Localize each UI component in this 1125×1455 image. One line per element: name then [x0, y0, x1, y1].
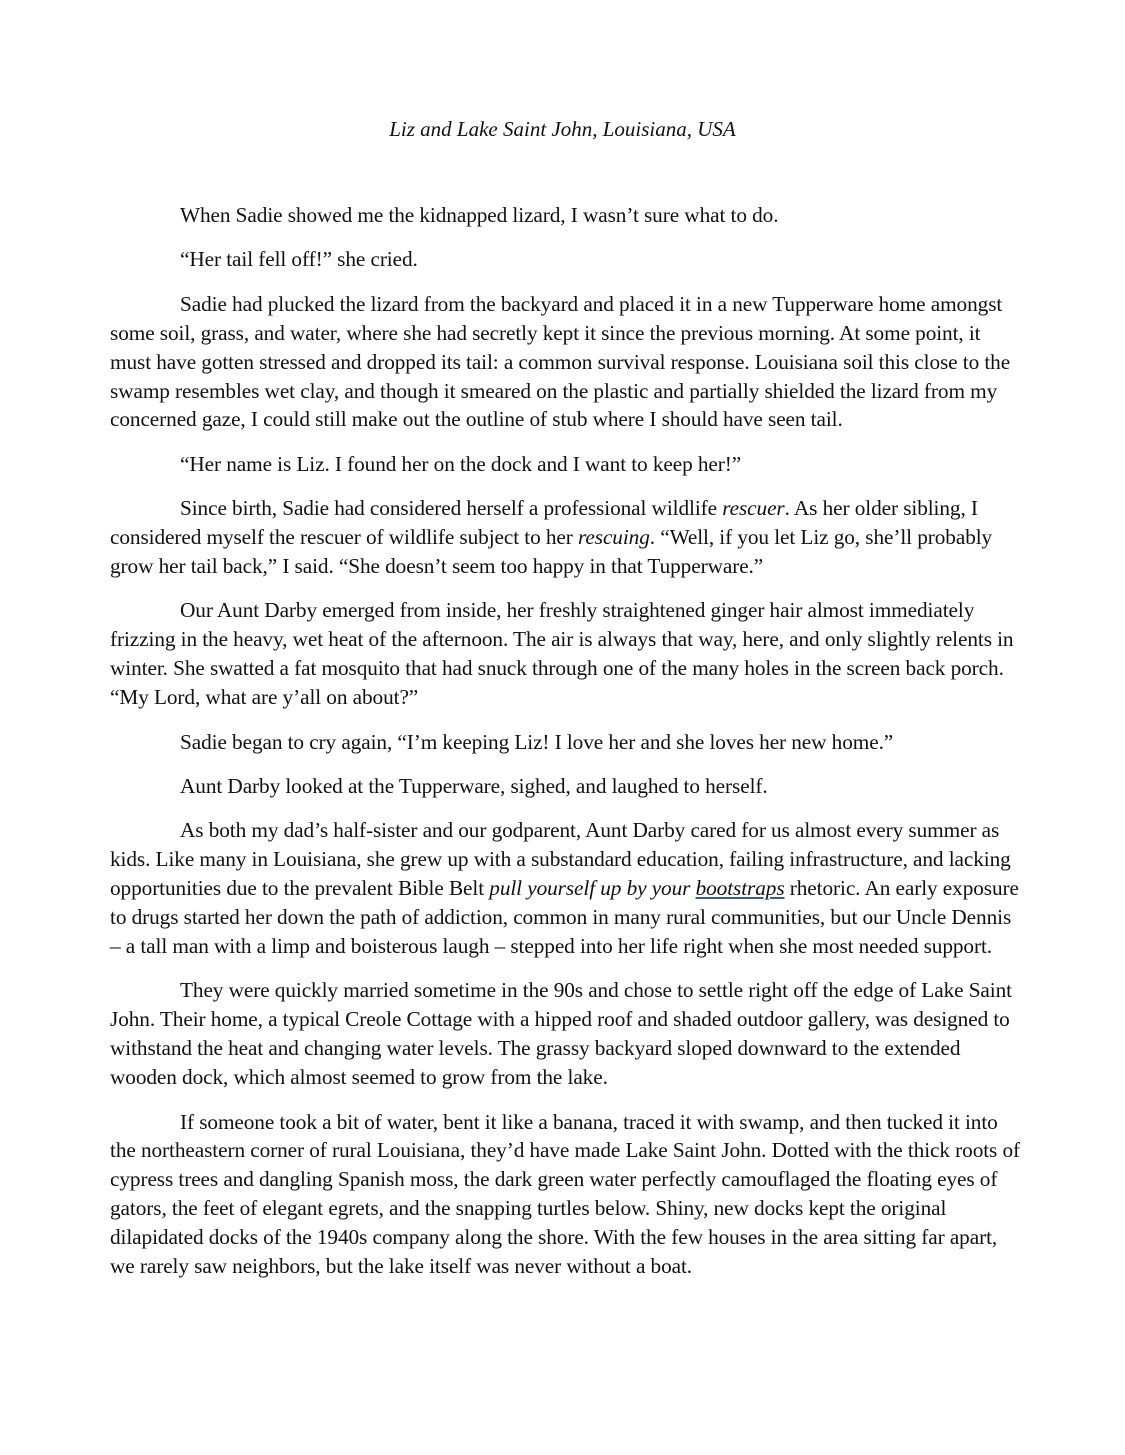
- paragraph-5-part-a: Since birth, Sadie had considered herself a professional wildlife: [180, 496, 723, 521]
- paragraph-11: If someone took a bit of water, bent it like a banana, traced it with swamp, and then tucked it into the northeastern corner of rural Louisiana, they’d have made Lake Saint John. Dotted with the thick roots of cypress trees and dangling Spanish moss, the dark green water perfectly camouflaged the floating eyes of gators, the feet of elegant egrets, and the snapping turtles below. Shiny, new docks kept the original dilapidated docks of the 1940s company along the shore. With the few houses in the area sitting far apart, we rarely saw neighbors, but the lake itself was never without a boat.: [110, 1109, 1021, 1279]
- paragraph-9: [110, 816, 1020, 961]
- emphasis-bootstraps-phrase: [489, 876, 784, 900]
- paragraph-5: [110, 494, 1020, 581]
- emphasis-rescuing: rescuing: [578, 525, 650, 550]
- document-title: Liz and Lake Saint John, Louisiana, USA: [389, 117, 736, 141]
- emphasis-rescuer: rescuer: [722, 496, 785, 521]
- emphasis-phrase-start: pull yourself up by your: [489, 876, 696, 901]
- paragraph-2: “Her tail fell off!” she cried.: [180, 247, 418, 272]
- paragraph-7: Sadie began to cry again, “I’m keeping Liz! I love her and she loves her new home.”: [180, 729, 894, 754]
- paragraph-8: Aunt Darby looked at the Tupperware, sighed, and laughed to herself.: [180, 774, 768, 798]
- paragraph-10: They were quickly married sometime in the 90s and chose to settle right off the edge of Lake Saint John. Their home, a typical Creole Cottage with a hipped roof and shaded outdoor gallery, was designed to withstand the heat and changing water levels. The grassy backyard sloped downward to the extended wooden dock, which almost seemed to grow from the lake.: [110, 978, 1012, 1090]
- paragraph-9-part-a: As both my dad’s half-sister and our godparent, Aunt Darby cared for us almost every summer as kids. Like many in Louisiana, she grew up with a substandard education, failing infrastructure, and lacking opportunities due to the prevalent Bible Belt: [110, 818, 1011, 901]
- paragraph-3: Sadie had plucked the lizard from the backyard and placed it in a new Tupperware home amongst some soil, grass, and water, where she had secretly kept it since the previous morning. At some point, it must have gotten stressed and dropped its tail: a common survival response. Louisiana soil this close to the swamp resembles wet clay, and though it smeared on the plastic and partially shielded the lizard from my concerned gaze, I could still make out the outline of stub where I should have seen tail.: [110, 291, 1011, 432]
- paragraph-6: Our Aunt Darby emerged from inside, her freshly straightened ginger hair almost immediately frizzing in the heavy, wet heat of the afternoon. The air is always that way, here, and only slightly relents in winter. She swatted a fat mosquito that had snuck through one of the many holes in the screen back porch. “My Lord, what are y’all on about?”: [110, 598, 1014, 710]
- paragraph-1: When Sadie showed me the kidnapped lizard, I wasn’t sure what to do.: [180, 203, 779, 227]
- document-body: [110, 201, 1020, 1297]
- paragraph-4: “Her name is Liz. I found her on the dock and I want to keep her!”: [180, 451, 742, 476]
- paragraph-5-part-b: . As her older sibling, I considered myself the rescuer of wildlife subject to her: [110, 496, 978, 550]
- paragraph-5-part-c: . “Well, if you let Liz go, she’ll probably grow her tail back,” I said. “She doesn’t seem too happy in that Tupperware.”: [110, 525, 993, 579]
- paragraph-9-part-b: rhetoric. An early exposure to drugs started her down the path of addiction, common in many rural communities, but our Uncle Dennis – a tall man with a limp and boisterous laugh – stepped into her life right when she most needed support.: [110, 876, 1019, 959]
- bootstraps-link[interactable]: bootstraps: [695, 876, 785, 901]
